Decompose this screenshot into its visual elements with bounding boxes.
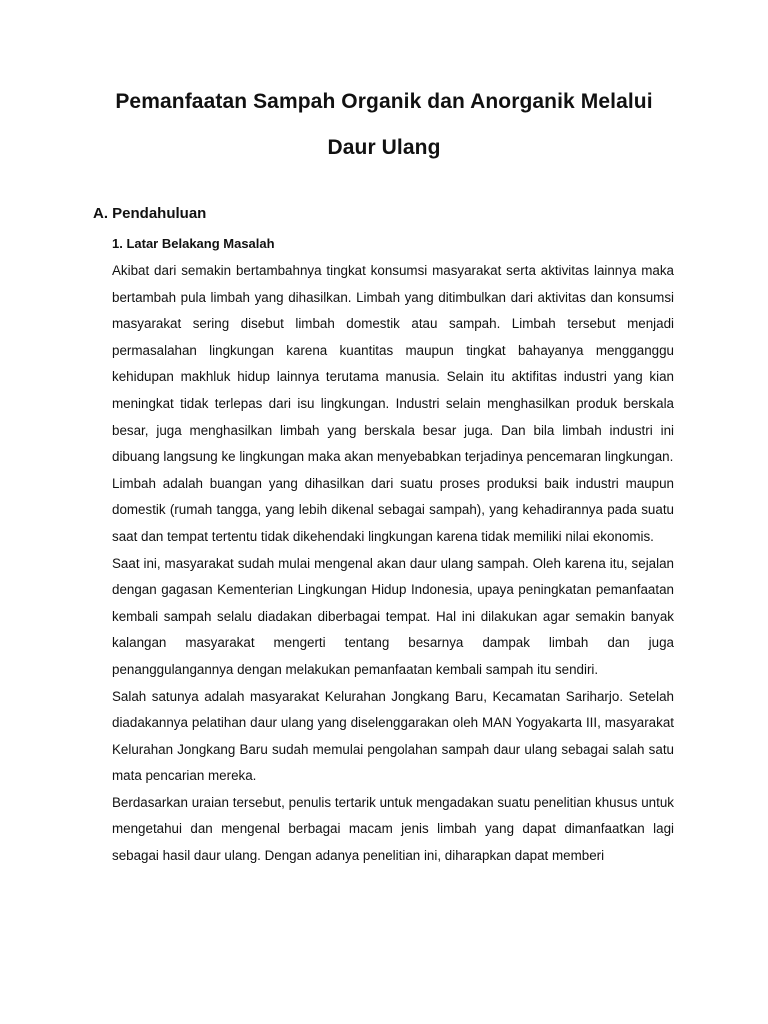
body-text — [112, 258, 674, 870]
paragraph-2: Limbah adalah buangan yang dihasilkan dari suatu proses produksi baik industri maupun domestik (rumah tangga, yang lebih dikenal sebagai sampah), yang kehadirannya pada suatu saat dan tempat tertentu tidak dikehendaki lingkungan karena tidak memiliki nilai ekonomis. — [112, 475, 674, 544]
paragraph-3: Saat ini, masyarakat sudah mulai mengenal akan daur ulang sampah. Oleh karena itu, sejalan dengan gagasan Kementerian Lingkungan Hidup Indonesia, upaya peningkatan pemanfaatan kembali sampah selalu diadakan diberbagai tempat. Hal ini dilakukan agar semakin banyak kalangan masyarakat mengerti tentang besarnya dampak limbah dan juga penanggulangannya dengan melakukan pemanfaatan kembali sampah itu sendiri. — [112, 555, 674, 677]
paragraph-5: Berdasarkan uraian tersebut, penulis tertarik untuk mengadakan suatu penelitian khusus untuk mengetahui dan mengenal berbagai macam jenis limbah yang dapat dimanfaatkan lagi sebagai hasil daur ulang. Dengan adanya penelitian ini, diharapkan dapat memberi — [112, 794, 674, 864]
document-title-line-1: Pemanfaatan Sampah Organik dan Anorganik Melalui — [115, 90, 653, 113]
document-title-line-2: Daur Ulang — [327, 136, 441, 159]
paragraph-4: Salah satunya adalah masyarakat Kelurahan Jongkang Baru, Kecamatan Sariharjo. Setelah diadakannya pelatihan daur ulang yang diselenggarakan oleh MAN Yogyakarta III, masyarakat Kelurahan Jongkang Baru sudah memulai pengolahan sampah daur ulang sebagai salah satu mata pencarian mereka. — [112, 688, 674, 784]
paragraph-1: Akibat dari semakin bertambahnya tingkat konsumsi masyarakat serta aktivitas lainnya maka bertambah pula limbah yang dihasilkan. Limbah yang ditimbulkan dari aktivitas dan konsumsi masyarakat sering disebut limbah domestik atau sampah. Limbah tersebut menjadi permasalahan lingkungan karena kuantitas maupun tingkat bahayanya mengganggu kehidupan makhluk hidup lainnya terutama manusia. Selain itu aktifitas industri yang kian meningkat tidak terlepas dari isu lingkungan. Industri selain menghasilkan produk berskala besar, juga menghasilkan limbah yang berskala besar juga. Dan bila limbah industri ini dibuang langsung ke lingkungan maka akan menyebabkan terjadinya pencemaran lingkungan. — [112, 263, 674, 465]
sub-heading: 1. Latar Belakang Masalah — [112, 236, 275, 251]
section-heading: A. Pendahuluan — [93, 205, 207, 222]
